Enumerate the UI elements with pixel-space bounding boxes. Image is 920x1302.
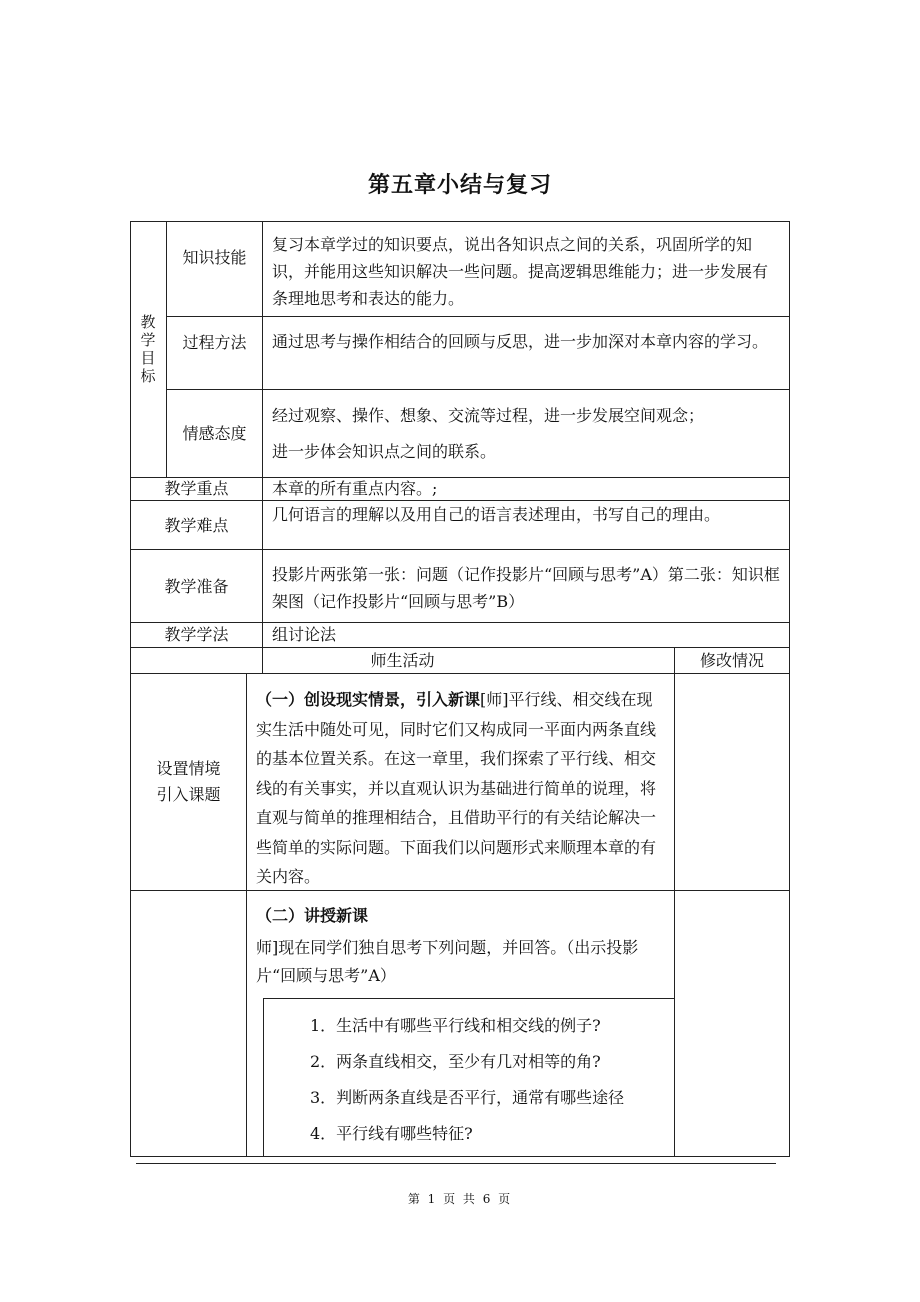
question-item: 4．平行线有哪些特征? bbox=[310, 1124, 473, 1143]
activities-header: 师生活动 bbox=[370, 651, 435, 670]
objective-content-emotion-line2: 进一步体会知识点之间的联系。 bbox=[272, 442, 497, 461]
section2-heading: （二）讲授新课 bbox=[256, 906, 369, 925]
objective-content-knowledge: 复习本章学过的知识要点，说出各知识点之间的关系，巩固所学的知识，并能用这些知识解决一些问题。提高逻辑思维能力；进一步发展有条理地思考和表达的能力。 bbox=[272, 235, 769, 308]
section1-body: [师]平行线、相交线在现实生活中随处可见，同时它们又构成同一平面内两条直线的基本位置关系。在这一章里，我们探索了平行线、相交线的有关事实，并以直观认识为基础进行简单的说理，将直观与简单的推理相结合，且借助平行的有关结论解决一些简单的实际问题。下面我们以问题形式来顺理本章的有关内容。 bbox=[256, 690, 657, 886]
objectives-group-label: 教学目标 bbox=[138, 313, 157, 386]
question-item: 1．生活中有哪些平行线和相交线的例子? bbox=[310, 1016, 601, 1035]
objective-label-knowledge: 知识技能 bbox=[182, 247, 247, 267]
preparation-content: 投影片两张第一张：问题（记作投影片“回顾与思考”A）第二张：知识框架图（记作投影片“回顾与思考”B） bbox=[272, 565, 780, 611]
preparation-label: 教学准备 bbox=[164, 576, 229, 596]
question-item: 2．两条直线相交，至少有几对相等的角? bbox=[310, 1052, 601, 1071]
section1-label-line2: 引入课题 bbox=[156, 785, 221, 804]
method-label: 教学学法 bbox=[164, 625, 229, 644]
section1-text bbox=[256, 685, 666, 892]
revisions-header: 修改情况 bbox=[699, 651, 764, 670]
method-content: 组讨论法 bbox=[272, 625, 337, 644]
objective-label-emotion: 情感态度 bbox=[182, 424, 247, 443]
question-item: 3．判断两条直线是否平行，通常有哪些途径 bbox=[310, 1088, 625, 1107]
objective-content-process: 通过思考与操作相结合的回顾与反思，进一步加深对本章内容的学习。 bbox=[272, 332, 769, 351]
objective-label-process: 过程方法 bbox=[182, 332, 247, 352]
page-title: 第五章小结与复习 bbox=[367, 173, 552, 198]
key-points-label: 教学重点 bbox=[164, 479, 229, 498]
section1-label bbox=[131, 674, 246, 890]
section1-heading: （一）创设现实情景，引入新课 bbox=[256, 690, 481, 709]
section2-intro: 师]现在同学们独自思考下列问题，并回答。（出示投影片“回顾与思考”A） bbox=[256, 938, 639, 985]
key-points-content: 本章的所有重点内容。; bbox=[272, 479, 438, 498]
objective-content-emotion-line1: 经过观察、操作、想象、交流等过程，进一步发展空间观念； bbox=[272, 406, 705, 425]
difficulties-label: 教学难点 bbox=[164, 515, 229, 535]
section1-label-line1: 设置情境 bbox=[156, 759, 221, 778]
page-footer: 第 1 页 共 6 页 bbox=[407, 1192, 513, 1206]
difficulties-content: 几何语言的理解以及用自己的语言表述理由，书写自己的理由。 bbox=[272, 505, 721, 524]
